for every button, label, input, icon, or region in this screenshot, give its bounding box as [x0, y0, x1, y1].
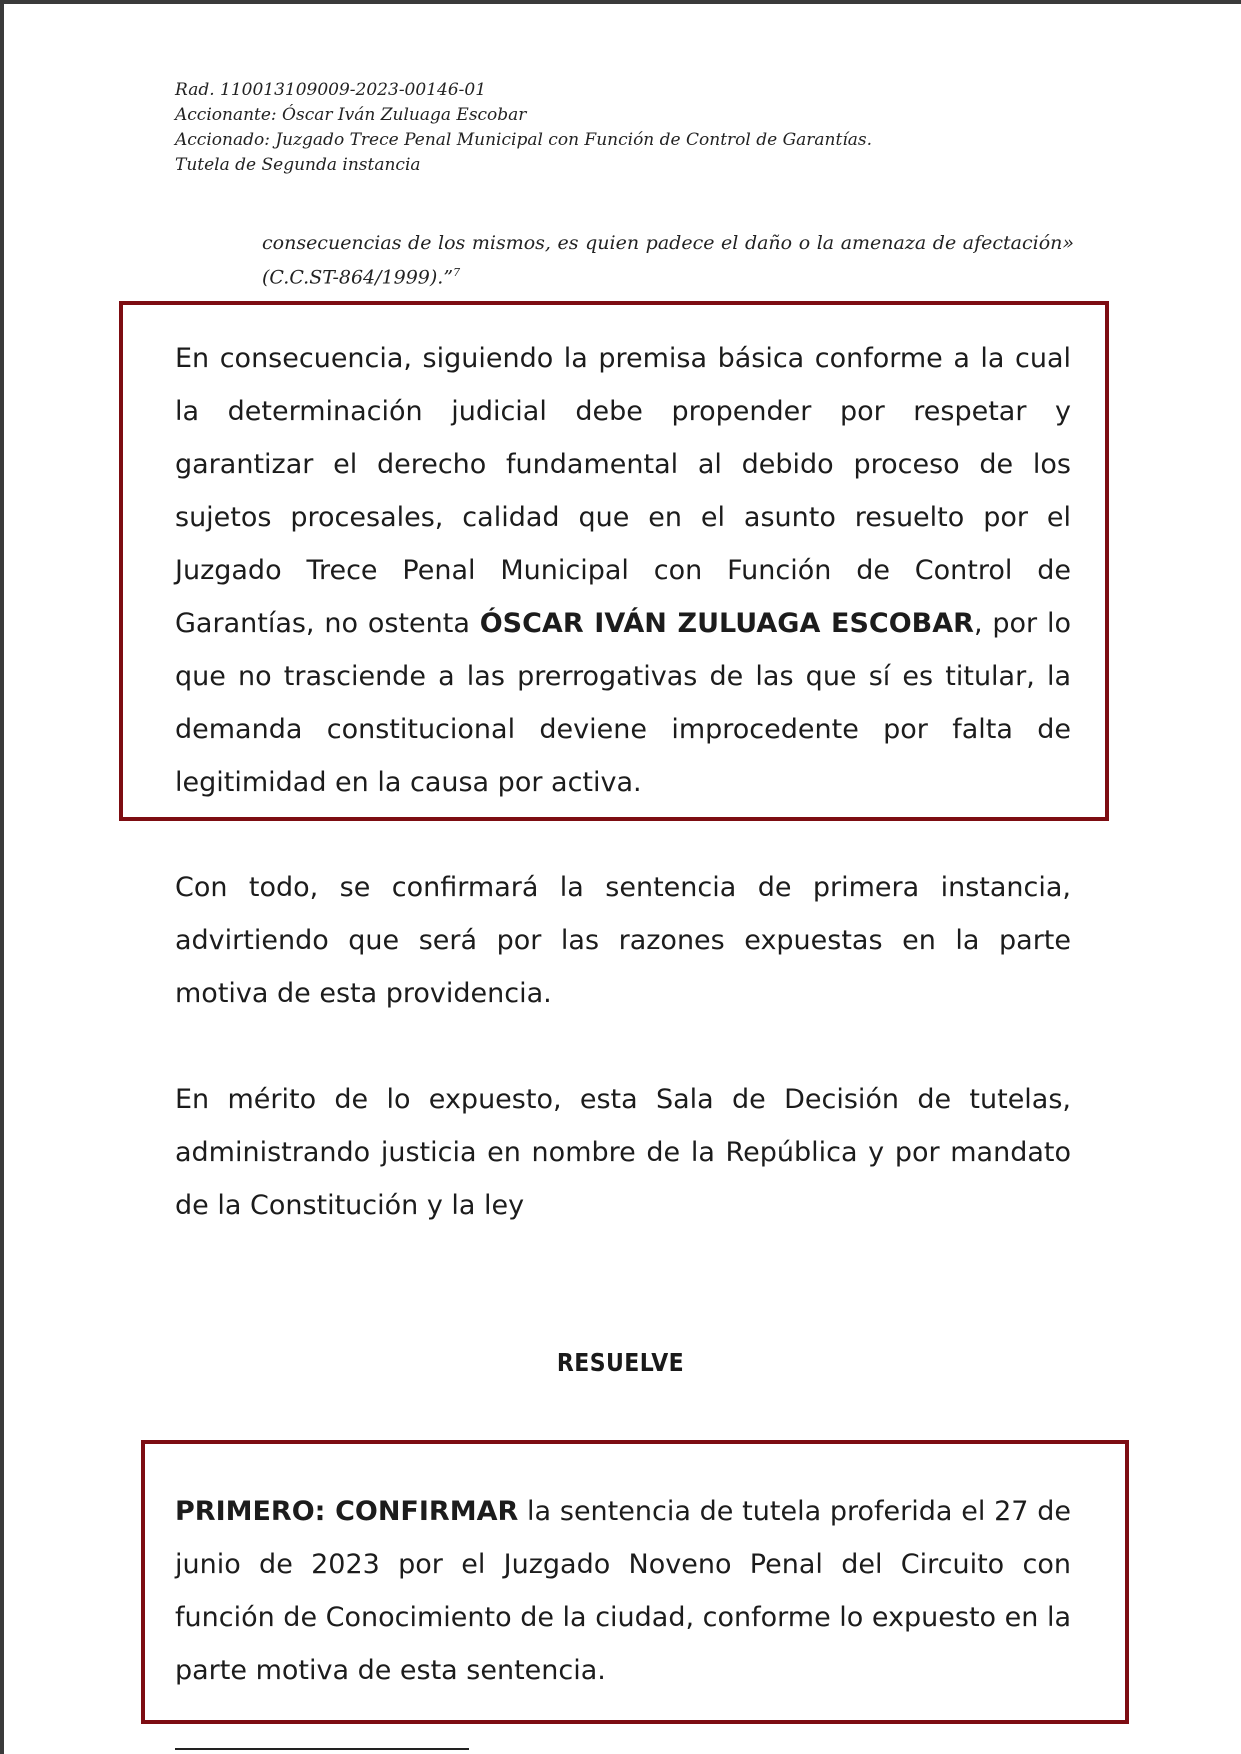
footnote-separator	[175, 1748, 469, 1750]
accionante-name: ÓSCAR IVÁN ZULUAGA ESCOBAR	[479, 608, 974, 639]
para1-text-end: , por lo que no trasciende a las prerrogativas de las que sí es titular, la demanda constitucional deviene improcedente por falta de legitimidad en la causa por activa.	[175, 608, 1071, 798]
para1-text-start: En consecuencia, siguiendo la premisa básica conforme a la cual la determinación judicial debe propender por respetar y garantizar el derecho fundamental al debido proceso de los sujetos procesales, calidad que en el asunto resuelto por el Juzgado Trece Penal Municipal con Función de Control de Garantías, no ostenta	[175, 343, 1071, 639]
header-accionante: Accionante: Óscar Iván Zuluaga Escobar	[175, 105, 527, 125]
paragraph-primero	[175, 1485, 1071, 1697]
page-left-edge	[0, 0, 4, 1754]
header-accionado: Accionado: Juzgado Trece Penal Municipal con Función de Control de Garantías.	[175, 130, 873, 150]
page-top-edge	[0, 0, 1241, 4]
paragraph-con-todo: Con todo, se confirmará la sentencia de primera instancia, advirtiendo que será por las razones expuestas en la parte motiva de esta providencia.	[175, 872, 1071, 1009]
primero-text: la sentencia de tutela proferida el 27 de junio de 2023 por el Juzgado Noveno Penal del Circuito con función de Conocimiento de la ciudad, conforme lo expuesto en la parte motiva de esta sentencia.	[175, 1496, 1072, 1686]
primero-confirmar-label: PRIMERO: CONFIRMAR	[175, 1496, 519, 1527]
quote-text: consecuencias de los mismos, es quien padece el daño o la amenaza de afectación» (C.C.ST-864/1999).”	[262, 232, 1074, 289]
footnote-ref: 7	[453, 266, 461, 279]
paragraph-consecuencia	[175, 332, 1071, 809]
paragraph-en-merito: En mérito de lo expuesto, esta Sala de Decisión de tutelas, administrando justicia en nombre de la República y por mandato de la Constitución y la ley	[175, 1084, 1071, 1221]
document-header	[175, 78, 1075, 178]
header-instancia: Tutela de Segunda instancia	[175, 155, 421, 175]
resuelve-heading: RESUELVE	[556, 1348, 685, 1377]
header-radicado: Rad. 110013109009-2023-00146-01	[175, 80, 487, 100]
citation-quote	[262, 228, 1074, 292]
